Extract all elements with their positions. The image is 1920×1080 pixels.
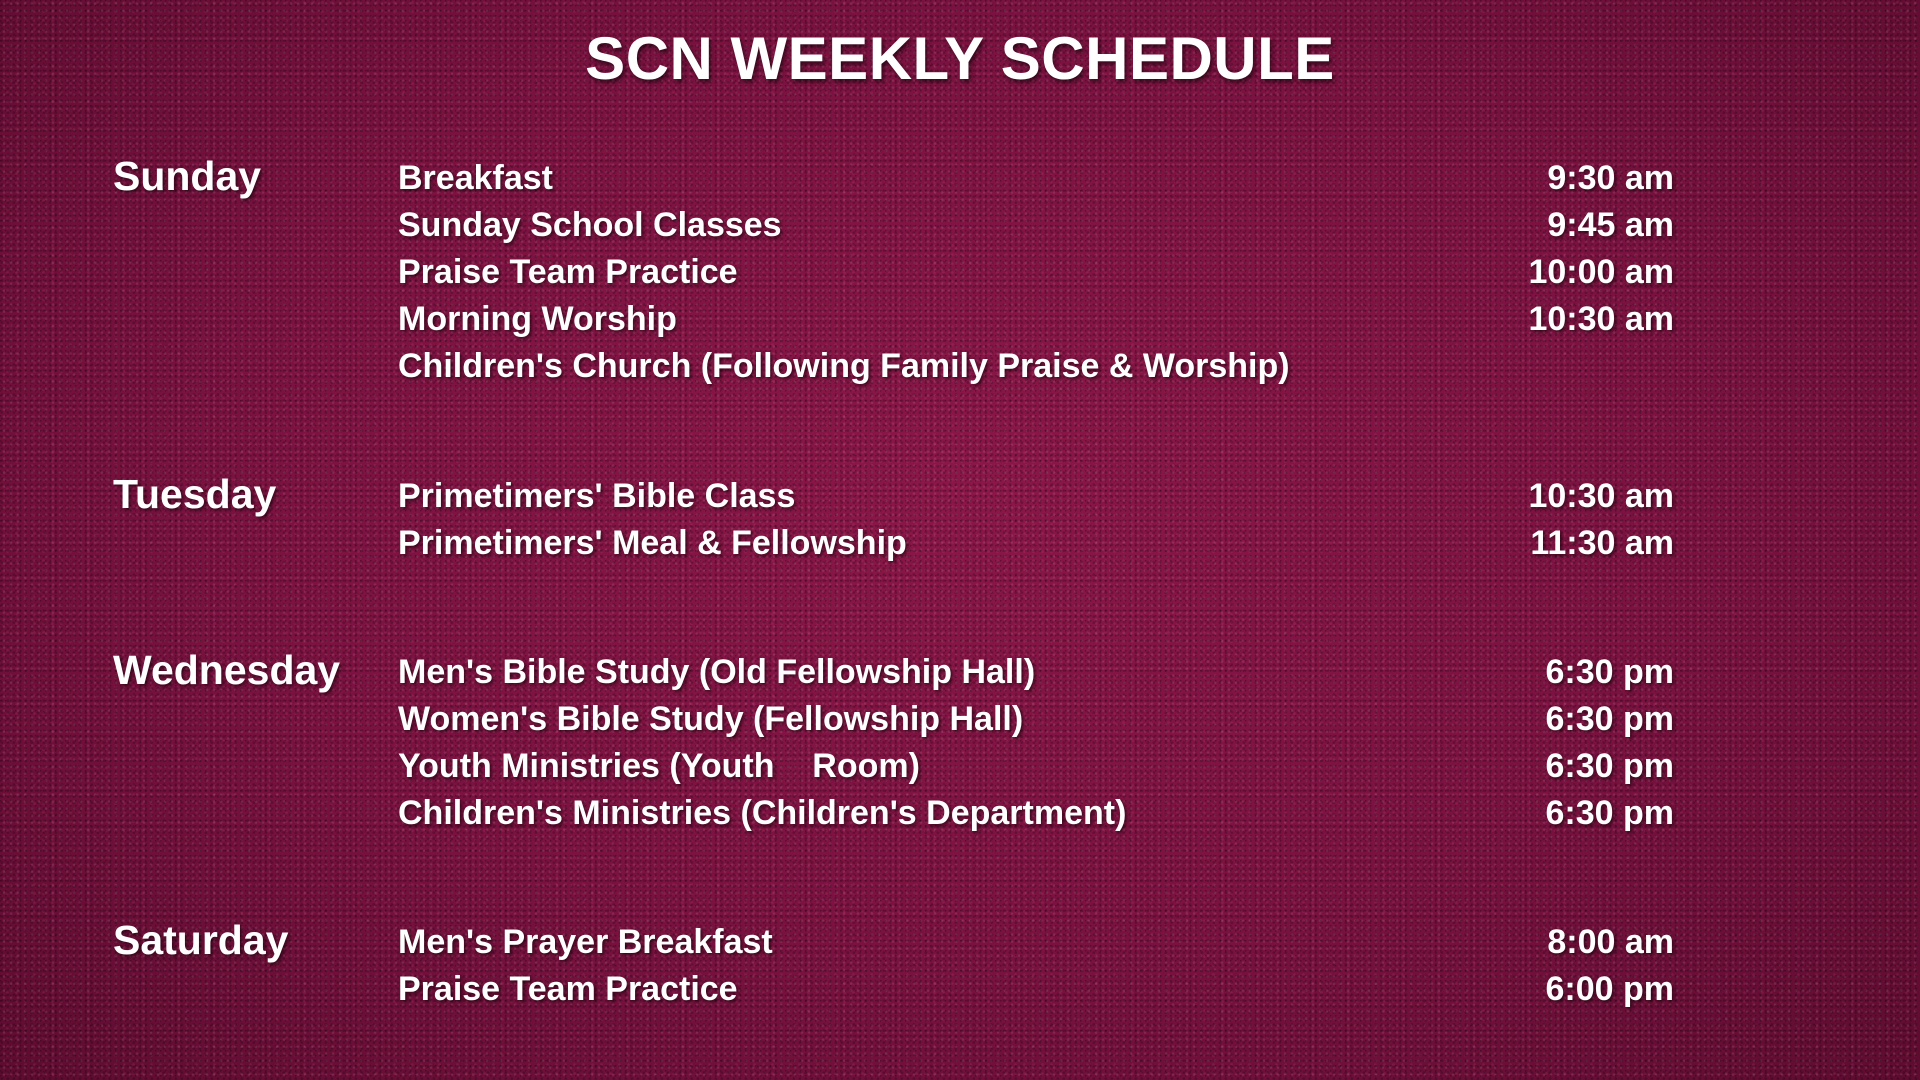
schedule-row	[0, 649, 1920, 696]
event-time: 6:00 pm	[1545, 970, 1674, 1008]
event-time: 11:30 am	[1530, 524, 1674, 562]
schedule-row	[0, 743, 1920, 790]
schedule-row	[0, 790, 1920, 837]
day-block-wednesday	[0, 649, 1920, 837]
schedule-row	[0, 249, 1920, 296]
event-name: Primetimers' Bible Class	[398, 477, 796, 515]
event-time: 10:00 am	[1528, 253, 1674, 291]
schedule-row	[0, 919, 1920, 966]
schedule-row	[0, 696, 1920, 743]
event-time: 10:30 am	[1528, 300, 1674, 338]
schedule-title: SCN WEEKLY SCHEDULE	[585, 25, 1335, 92]
day-block-sunday	[0, 155, 1920, 390]
event-time: 6:30 pm	[1545, 747, 1674, 785]
event-name: Men's Prayer Breakfast	[398, 923, 773, 961]
event-time: 6:30 pm	[1545, 700, 1674, 738]
event-time: 8:00 am	[1547, 923, 1674, 961]
event-name: Sunday School Classes	[398, 206, 782, 244]
event-name: Men's Bible Study (Old Fellowship Hall)	[398, 653, 1036, 691]
day-label: Saturday	[113, 917, 289, 963]
event-time: 9:30 am	[1547, 159, 1674, 197]
event-name: Praise Team Practice	[398, 253, 738, 291]
event-name: Children's Ministries (Children's Department)	[398, 794, 1127, 832]
event-name: Primetimers' Meal & Fellowship	[398, 524, 907, 562]
day-block-saturday	[0, 919, 1920, 1013]
schedule-row	[0, 296, 1920, 343]
schedule-row	[0, 473, 1920, 520]
schedule-row	[0, 202, 1920, 249]
schedule-row	[0, 155, 1920, 202]
event-time: 10:30 am	[1528, 477, 1674, 515]
day-label: Wednesday	[113, 647, 341, 693]
schedule-row	[0, 520, 1920, 567]
day-label: Tuesday	[113, 471, 277, 517]
day-label: Sunday	[113, 153, 262, 199]
schedule-row	[0, 343, 1920, 390]
event-time: 9:45 am	[1547, 206, 1674, 244]
event-name: Breakfast	[398, 159, 553, 197]
event-time: 6:30 pm	[1545, 653, 1674, 691]
event-time: 6:30 pm	[1545, 794, 1674, 832]
event-name: Praise Team Practice	[398, 970, 738, 1008]
schedule-row	[0, 966, 1920, 1013]
event-name: Morning Worship	[398, 300, 677, 338]
event-name: Children's Church (Following Family Praise & Worship)	[398, 347, 1290, 385]
event-name: Youth Ministries (Youth Room)	[398, 747, 920, 785]
day-block-tuesday	[0, 473, 1920, 567]
event-name: Women's Bible Study (Fellowship Hall)	[398, 700, 1024, 738]
